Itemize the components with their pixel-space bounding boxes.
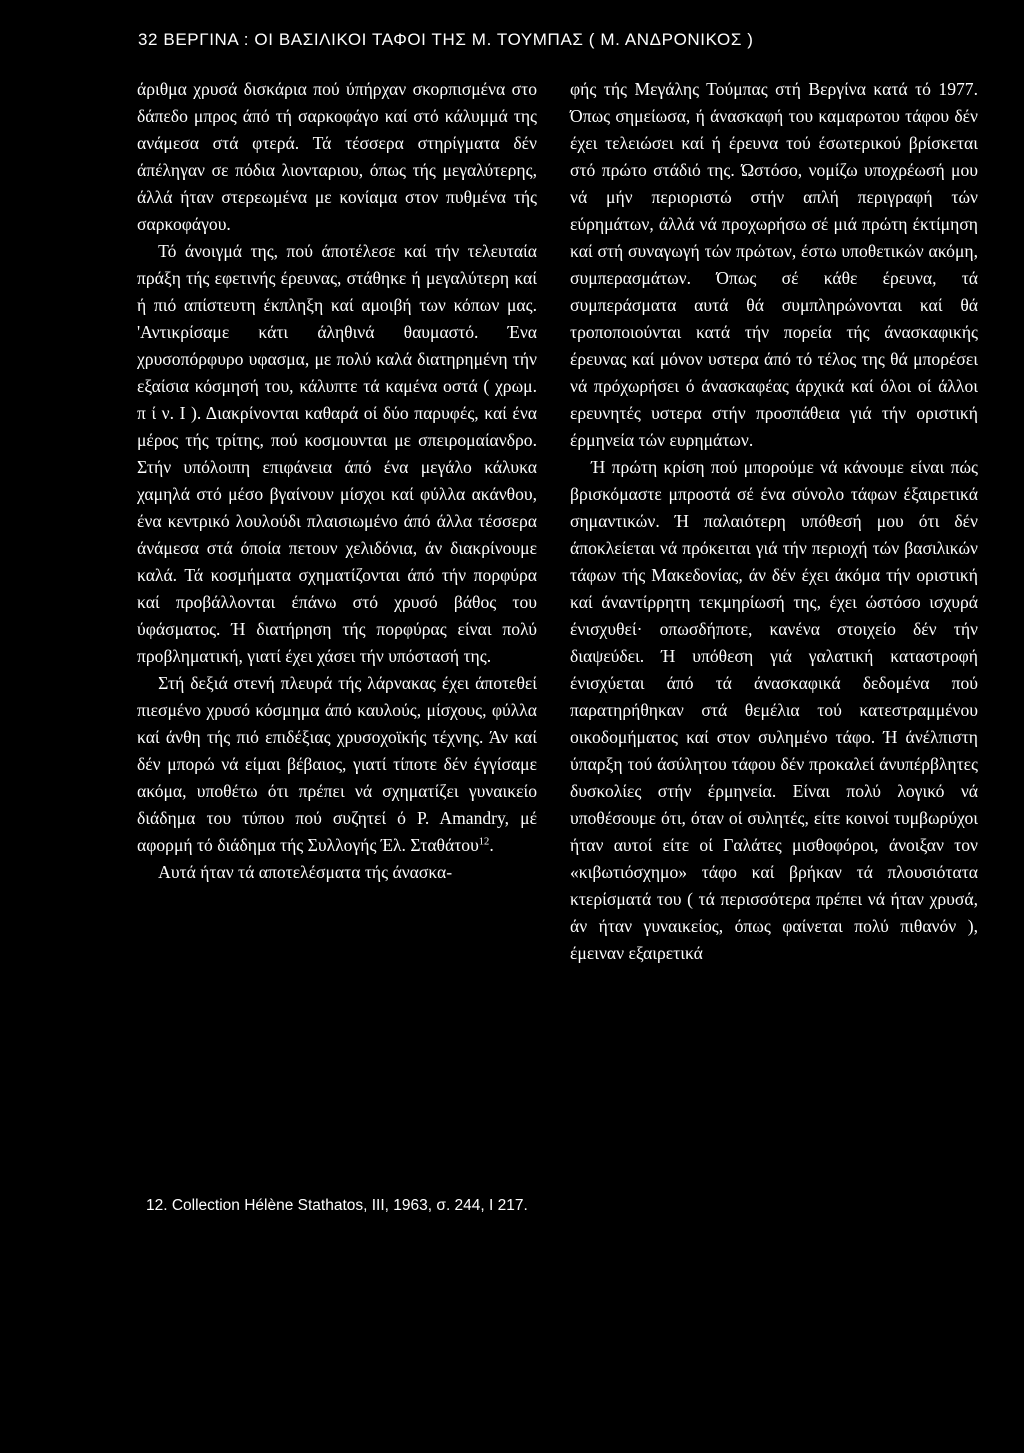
- paragraph: φής τής Μεγάλης Τούμπας στή Βεργίνα κατά τό 1977. Όπως σημείωσα, ή άνασκαφή του καμαρωτου τάφου δέν έχει τελειώσει καί ή έρευνα τού έσωτερικού βρίσκεται στό πρώτο στάδιό της. Ώστόσο, νομίζω υποχρέωσή μου νά μήν περιοριστώ στήν απλή περιγραφή τών εύρημάτων, άλλά νά προχωρήσω σέ μιά πρώτη έκτίμηση καί στή συναγωγή τών πρώτων, έστω υποθετικών ακόμη, συμπερασμάτων. Όπως σέ κάθε έρευνα, τά συμπεράσματα αυτά θά συμπληρώνονται καί θά τροποποιούνται κατά τήν πορεία τής άνασκαφικής έρευνας καί μόνον υστερα άπό τό τέλος της θά μπορέσει νά πρόχωρήσει ό άνασκαφέας άρχικά καί όλοι οί άλλοι ερευνητές υστερα στήν προσπάθεια γιά τήν οριστική έρμηνεία τών ευρημάτων.: [570, 79, 978, 450]
- footnote: 12. Collection Hélène Stathatos, III, 1963, σ. 244, I 217.: [146, 1197, 528, 1214]
- footnote-reference: 12: [478, 836, 490, 848]
- left-column: [137, 76, 537, 886]
- paragraph: Στή δεξιά στενή πλευρά τής λάρνακας έχει άποτεθεί πιεσμένο χρυσό κόσμημα άπό καυλούς, μίσχους, φύλλα καί άνθη τής πιό επιδέξιας χρυσοχοϊκής τέχνης. Άν καί δέν μπορώ νά είμαι βέβαιος, γιατί τίποτε δέν έγγίσαμε ακόμα, υποθέτω ότι πρέπει νά σχηματίζει γυναικείο διάδημα του τύπου πού συζητεί ό P. Amandry, μέ αφορμή τό διάδημα τής Συλλογής Έλ. Σταθάτου$^{12}$.: [137, 673, 537, 855]
- right-column: [570, 76, 978, 967]
- paragraph: άριθμα χρυσά δισκάρια πού ύπήρχαν σκορπισμένα στο δάπεδο μπρος άπό τή σαρκοφάγο καί στό κάλυμμά της ανάμεσα στά φτερά. Τά τέσσερα στηρίγματα δέν άπέληγαν σε πόδια λιονταριου, όπως τής μεγαλύτερης, άλλά ήταν στερεωμένα με κονίαμα στον πυθμένα τής σαρκοφάγου.: [137, 79, 537, 234]
- paragraph-text: Στή δεξιά στενή πλευρά τής λάρνακας έχει άποτεθεί πιεσμένο χρυσό κόσμημα άπό καυλούς, μίσχους, φύλλα καί άνθη τής πιό επιδέξιας χρυσοχοϊκής τέχνης. Άν καί δέν μπορώ νά είμαι βέβαιος, γιατί τίποτε δέν έγγίσαμε ακόμα, υποθέτω ότι πρέπει νά σχηματίζει γυναικείο διάδημα του τύπου πού συζητεί ό P. Amandry, μέ αφορμή τό διάδημα τής Συλλογής Έλ. Σταθάτου: [137, 673, 537, 855]
- paragraph: Αυτά ήταν τά αποτελέσματα τής άνασκα-: [158, 862, 453, 882]
- paragraph: Ή πρώτη κρίση πού μπορούμε νά κάνουμε είναι πώς βρισκόμαστε μπροστά σέ ένα σύνολο τάφων έξαιρετικά σημαντικών. Ή παλαιότερη υπόθεσή μου ότι δέν άποκλείεται νά πρόκειται γιά τήν περιοχή τών βασιλικών τάφων τής Μακεδονίας, άν δέν έχει άκόμα τήν οριστική καί άναντίρρητη τεκμηρίωσή της, έχει ώστόσο ισχυρά ένισχυθεί· οπωσδήποτε, κανένα στοιχείο δέν τήν διαψεύδει. Ή υπόθεση γιά γαλατική καταστροφή ένισχύεται άπό τά άνασκαφικά δεδομένα πού παρατηρήθηκαν στά θεμέλια τού κατεστραμμένου οικοδομήματος καί στον συλημένο τάφο. Ή άνέλπιστη ύπαρξη τού άσύλητου τάφου δέν προκαλεί άνυπέρβλητες δυσκολίες στήν έρμηνεία. Είναι πολύ λογικό νά υποθέσουμε ότι, όταν οί συλητές, είτε κοινοί τυμβωρύχοι ήταν αυτοί είτε οί Γαλάτες μισθοφόροι, άνοιξαν τον «κιβωτιόσχημο» τάφο καί βρήκαν τά πλουσιότατα κτερίσματά του ( τά περισσότερα πρέπει νά ήταν χρυσά, άν ήταν γυναικείος, όπως φαίνεται πολύ πιθανόν ), έμειναν εξαιρετικά: [570, 457, 978, 963]
- paragraph: Τό άνοιγμά της, πού άποτέλεσε καί τήν τελευταία πράξη τής εφετινής έρευνας, στάθηκε ή μεγαλύτερη καί ή πιό απίστευτη έκπληξη καί αμοιβή των κόπων μας. 'Αντικρίσαμε κάτι άληθινά θαυμαστό. Ένα χρυσοπόρφυρο υφασμα, με πολύ καλά διατηρημένη τήν εξαίσια κόσμησή του, κάλυπτε τά καμένα οστά ( χρωμ. π ί ν. I ). Διακρίνονται καθαρά οί δύο παρυφές, καί ένα μέρος τής τρίτης, πού κοσμουνται με σπειρομαίανδρο. Στήν υπόλοιπη επιφάνεια άπό ένα μεγάλο κάλυκα χαμηλά στό μέσο βγαίνουν μίσχοι καί φύλλα ακάνθου, ένα κεντρικό λουλούδι πλαισιωμένο άπό άλλα τέσσερα άνάμεσα στά όποία πετουν χελιδόνια, άν διακρίνουμε καλά. Τά κοσμήματα σχηματίζονται άπό τήν πορφύρα καί προβάλλονται έπάνω στό χρυσό βάθος του ύφάσματος. Ή διατήρηση τής πορφύρας είναι πολύ προβληματική, γιατί έχει χάσει τήν υπόστασή της.: [137, 241, 537, 666]
- running-header: 32 ΒΕΡΓΙΝΑ : ΟΙ ΒΑΣΙΛΙΚΟΙ ΤΑΦΟΙ ΤΗΣ Μ. ΤΟΥΜΠΑΣ ( Μ. ΑΝΔΡΟΝΙΚΟΣ ): [138, 30, 754, 49]
